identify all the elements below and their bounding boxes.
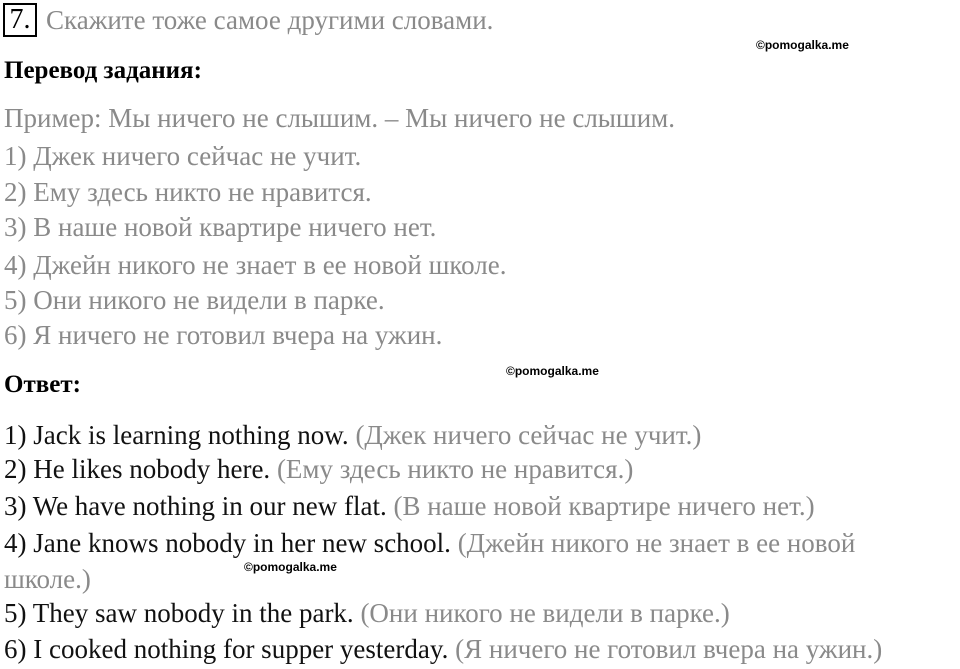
answer-english: 1) Jack is learning nothing now. — [4, 420, 349, 450]
translation-item-4: 4) Джейн никого не знает в ее новой школе. — [4, 250, 507, 280]
answer-russian: (Джек ничего сейчас не учит.) — [355, 420, 702, 450]
answer-item-5 — [4, 597, 730, 629]
answer-english: 6) I cooked nothing for supper yesterday. — [4, 634, 449, 664]
answer-item-4 — [4, 527, 855, 559]
watermark-top: ©pomogalka.me — [756, 38, 849, 52]
task-number-box: 7. — [3, 3, 37, 37]
translation-item-5: 5) Они никого не видели в парке. — [4, 285, 385, 315]
answer-english: 3) We have nothing in our new flat. — [4, 491, 387, 521]
task-title: Скажите тоже самое другими словами. — [46, 5, 494, 35]
answer-item-1 — [4, 419, 701, 451]
translation-heading: Перевод задания: — [4, 57, 202, 84]
translation-item-1: 1) Джек ничего сейчас не учит. — [4, 141, 362, 171]
answer-english: 2) He likes nobody here. — [4, 454, 271, 484]
translation-item-3: 3) В наше новой квартире ничего нет. — [4, 212, 437, 242]
watermark-bottom: ©pomogalka.me — [244, 560, 337, 574]
answer-russian: (В наше новой квартире ничего нет.) — [393, 491, 815, 521]
answer-item-4-continuation: школе.) — [4, 564, 91, 594]
translation-item-2: 2) Ему здесь никто не нравится. — [4, 177, 372, 207]
answer-item-6 — [4, 633, 882, 665]
answer-russian: (Я ничего не готовил вчера на ужин.) — [455, 634, 883, 664]
watermark-middle: ©pomogalka.me — [506, 364, 599, 378]
answer-russian: (Они никого не видели в парке.) — [360, 598, 730, 628]
answer-english: 5) They saw nobody in the park. — [4, 598, 354, 628]
answer-item-2 — [4, 453, 633, 485]
answer-english: 4) Jane knows nobody in her new school. — [4, 528, 451, 558]
answer-russian: (Ему здесь никто не нравится.) — [276, 454, 634, 484]
translation-item-6: 6) Я ничего не готовил вчера на ужин. — [4, 320, 443, 350]
answer-russian: (Джейн никого не знает в ее новой — [457, 528, 856, 558]
translation-example: Пример: Мы ничего не слышим. – Мы ничего не слышим. — [4, 103, 676, 133]
answer-item-3 — [4, 490, 815, 522]
answer-heading: Ответ: — [4, 371, 81, 398]
